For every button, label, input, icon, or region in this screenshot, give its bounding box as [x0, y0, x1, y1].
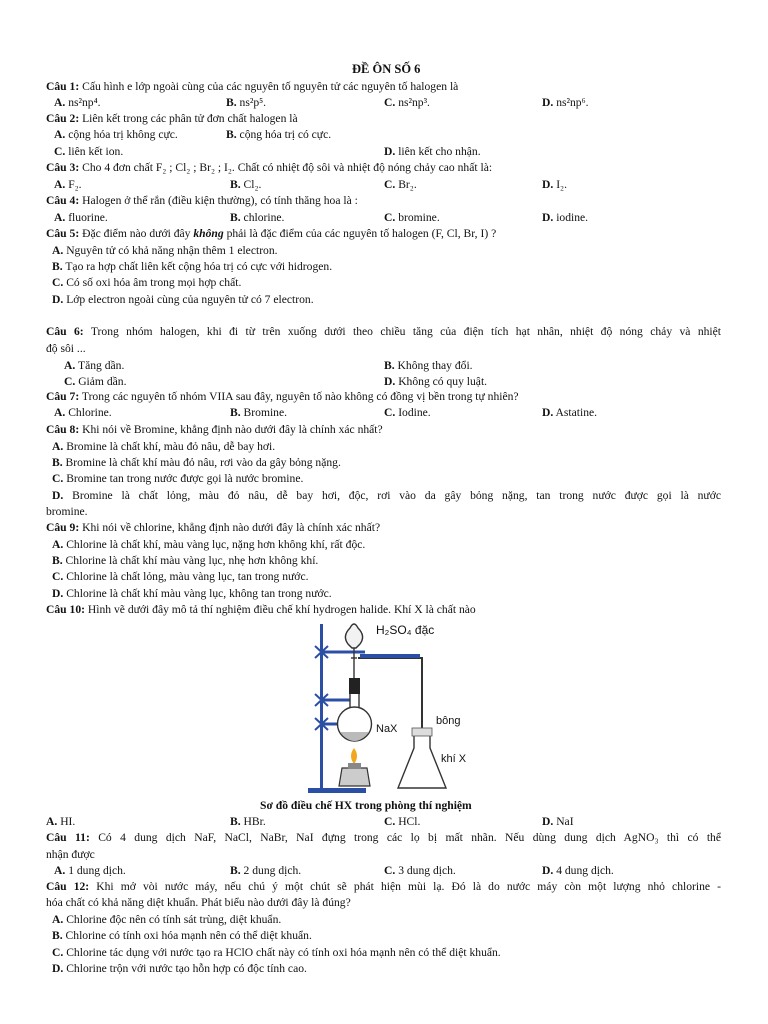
question-2: Câu 2: Liên kết trong các phân tử đơn chất halogen là	[46, 112, 298, 125]
q8-option-b: B. Bromine là chất khí màu đỏ nâu, rơi vào da gây bỏng nặng.	[52, 456, 341, 469]
acid-label: H₂SO₄ đặc	[376, 623, 435, 637]
question-6-cont: độ sôi ...	[46, 342, 86, 355]
q2-option-a: A. cộng hóa trị không cực.	[54, 128, 178, 141]
question-4: Câu 4: Halogen ở thể rắn (điều kiện thường), có tính thăng hoa là :	[46, 194, 358, 207]
q4-option-c: C. bromine.	[384, 211, 440, 224]
q2-option-d: D. liên kết cho nhận.	[384, 145, 481, 158]
question-number: Câu 1:	[46, 80, 80, 93]
q11-option-a: A. 1 dung dịch.	[54, 864, 126, 877]
q6-option-a: A. Tăng dần.	[64, 359, 125, 372]
question-6: Câu 6: Trong nhóm halogen, khi đi từ trên xuống dưới theo chiều tăng của điện tích hạt nhân, nhiệt độ nóng chảy và nhiệt	[46, 325, 721, 338]
q9-option-b: B. Chlorine là chất khí màu vàng lục, nhẹ hơn không khí.	[52, 554, 319, 567]
question-1	[46, 80, 458, 93]
q7-option-b: B. Bromine.	[230, 406, 288, 419]
q11-option-d: D. 4 dung dịch.	[542, 864, 614, 877]
question-10: Câu 10: Hình vẽ dưới đây mô tả thí nghiệm điều chế khí hydrogen halide. Khí X là chất nào	[46, 603, 476, 616]
q9-option-a: A. Chlorine là chất khí, màu vàng lục, nặng hơn không khí, rất độc.	[52, 538, 366, 551]
q12-option-b: B. Chlorine có tính oxi hóa mạnh nên có thể diệt khuẩn.	[52, 929, 312, 942]
q7-option-c: C. Iodine.	[384, 406, 431, 419]
question-9: Câu 9: Khi nói về chlorine, khẳng định nào dưới đây là chính xác nhất?	[46, 521, 381, 534]
stand-base	[308, 788, 366, 793]
q8-option-d: D. Bromine là chất lỏng, màu đỏ nâu, dễ bay hơi, độc, rơi vào da gây bỏng nặng, tan trong nước được gọi là nước	[52, 489, 721, 502]
q12-option-c: C. Chlorine tác dụng với nước tạo ra HClO chất này có tính oxi hóa mạnh nên có thể diệt khuẩn.	[52, 946, 501, 959]
emphasis-text: không	[193, 227, 224, 240]
q1-option-a: A. ns²np⁴.	[54, 96, 101, 109]
q10-option-c: C. HCl.	[384, 815, 421, 828]
q6-option-c: C. Giảm dần.	[64, 375, 127, 388]
q8-option-a: A. Bromine là chất khí, màu đỏ nâu, dễ bay hơi.	[52, 440, 276, 453]
q10-option-a: A. HI.	[46, 815, 76, 828]
q10-option-b: B. HBr.	[230, 815, 266, 828]
q1-option-c: C. ns²np³.	[384, 96, 430, 109]
apparatus-figure	[290, 618, 490, 798]
q1-option-b: B. ns²p⁵.	[226, 96, 267, 109]
q9-option-c: C. Chlorine là chất lỏng, màu vàng lục, tan trong nước.	[52, 570, 309, 583]
gas-label: khí X	[441, 753, 467, 765]
q12-option-d: D. Chlorine trộn với nước tạo hỗn hợp có độc tính cao.	[52, 962, 307, 975]
page-title: ĐỀ ÔN SỐ 6	[352, 62, 421, 76]
q1-option-d: D. ns²np⁶.	[542, 96, 589, 109]
question-11: Câu 11: Có 4 dung dịch NaF, NaCl, NaBr, NaI đựng trong các lọ bị mất nhãn. Nếu dùng dung dịch AgNO₃ thì có thể	[46, 831, 721, 844]
q9-option-d: D. Chlorine là chất khí màu vàng lục, không tan trong nước.	[52, 587, 332, 600]
q4-option-a: A. fluorine.	[54, 211, 108, 224]
flask-stopper	[349, 678, 360, 694]
question-7: Câu 7: Trong các nguyên tố nhóm VIIA sau đây, nguyên tố nào không có đồng vị bền trong tự nhiên?	[46, 390, 519, 403]
q6-option-b: B. Không thay đổi.	[384, 359, 473, 372]
q4-option-b: B. chlorine.	[230, 211, 285, 224]
q5-option-b: B. Tạo ra hợp chất liên kết cộng hóa trị có cực với hidrogen.	[52, 260, 333, 273]
q3-option-c: C. Br₂.	[384, 178, 417, 191]
question-11-cont: nhận được	[46, 848, 95, 861]
question-12: Câu 12: Khi mở vòi nước máy, nếu chú ý một chút sẽ phát hiện mùi lạ. Đó là do nước máy còn một lượng nhỏ chlorine -	[46, 880, 721, 893]
q2-option-b: B. cộng hóa trị có cực.	[226, 128, 332, 141]
q5-option-d: D. Lớp electron ngoài cùng của nguyên tử có 7 electron.	[52, 293, 314, 306]
question-12-cont: hóa chất có khả năng diệt khuẩn. Phát biểu nào dưới đây là đúng?	[46, 896, 351, 909]
q8-option-c: C. Bromine tan trong nước được gọi là nước bromine.	[52, 472, 304, 485]
q2-option-c: C. liên kết ion.	[54, 145, 124, 158]
figure-caption: Sơ đồ điều chế HX trong phòng thí nghiệm	[260, 799, 472, 812]
conical-flask	[398, 728, 446, 788]
q5-option-c: C. Có số oxi hóa âm trong mọi hợp chất.	[52, 276, 242, 289]
question-8: Câu 8: Khi nói về Bromine, khẳng định nào dưới đây là chính xác nhất?	[46, 423, 383, 436]
question-3: Câu 3: Cho 4 đơn chất F₂ ; Cl₂ ; Br₂ ; I₂. Chất có nhiệt độ sôi và nhiệt độ nóng chảy cao nhất là:	[46, 161, 493, 174]
q3-option-a: A. F₂.	[54, 178, 82, 191]
salt-label: NaX	[376, 723, 398, 735]
q11-option-b: B. 2 dung dịch.	[230, 864, 302, 877]
q5-option-a: A. Nguyên tử có khả năng nhận thêm 1 electron.	[52, 244, 278, 257]
q3-option-b: B. Cl₂.	[230, 178, 262, 191]
q7-option-a: A. Chlorine.	[54, 406, 112, 419]
cotton-label: bông	[436, 715, 461, 727]
q3-option-d: D. I₂.	[542, 178, 567, 191]
alcohol-burner	[339, 748, 370, 786]
q10-option-d: D. NaI	[542, 815, 574, 828]
q7-option-d: D. Astatine.	[542, 406, 598, 419]
q4-option-d: D. iodine.	[542, 211, 589, 224]
q8-option-d-cont: bromine.	[46, 505, 88, 518]
q12-option-a: A. Chlorine độc nên có tính sát trùng, diệt khuẩn.	[52, 913, 282, 926]
q11-option-c: C. 3 dung dịch.	[384, 864, 456, 877]
q6-option-d: D. Không có quy luật.	[384, 375, 488, 388]
stand-rod	[320, 624, 323, 790]
question-stem: Cấu hình e lớp ngoài cùng của các nguyên tố nguyên tử các nguyên tố halogen là	[82, 80, 459, 93]
question-5: Câu 5: Đặc điểm nào dưới đây không phải là đặc điểm của các nguyên tố halogen (F, Cl, Br, I) ?	[46, 227, 497, 240]
